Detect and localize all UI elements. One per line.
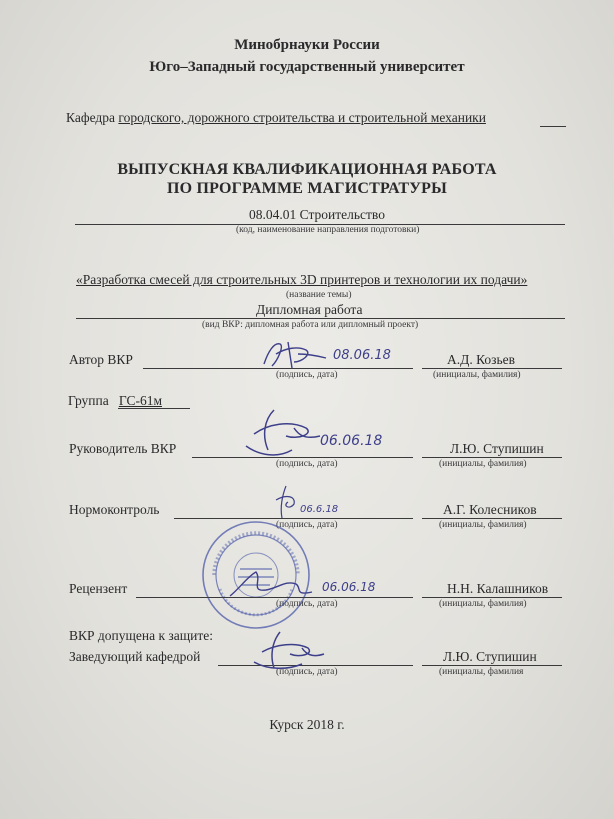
city-year-footer: Курск 2018 г.	[269, 717, 345, 732]
supervisor-label: Руководитель ВКР	[69, 441, 177, 456]
head-label: Заведующий кафедрой	[69, 649, 201, 664]
normcontrol-signature-caption: (подпись, дата)	[276, 520, 338, 530]
supervisor-signature-caption: (подпись, дата)	[276, 459, 338, 469]
supervisor-name-line	[422, 457, 562, 458]
work-title-line1: ВЫПУСКНАЯ КВАЛИФИКАЦИОННАЯ РАБОТА	[117, 161, 497, 178]
direction-value: 08.04.01 Строительство	[249, 207, 385, 222]
university-heading: Юго–Западный государственный университет	[149, 59, 465, 75]
author-signature	[258, 336, 328, 372]
group-value: ГС-61м	[118, 393, 163, 408]
reviewer-signature-caption: (подпись, дата)	[276, 599, 338, 609]
normcontrol-handwritten-date: 06.6.18	[300, 504, 339, 515]
topic-caption: (название темы)	[286, 290, 352, 300]
reviewer-name-line	[422, 597, 562, 598]
supervisor-handwritten-date: 06.06.18	[320, 433, 383, 449]
supervisor-name-caption: (инициалы, фамилия)	[439, 459, 527, 469]
group-line	[68, 393, 162, 409]
reviewer-handwritten-date: 06.06.18	[322, 580, 376, 594]
department-line	[66, 110, 486, 126]
reviewer-name-caption: (инициалы, фамилия)	[439, 599, 527, 609]
topic-value: «Разработка смесей для строительных 3D принтеров и технологии их подачи»	[76, 272, 528, 287]
group-underline	[118, 408, 190, 409]
normcontrol-name: А.Г. Колесников	[443, 502, 537, 517]
author-name: А.Д. Козьев	[447, 352, 516, 367]
author-signature-caption: (подпись, дата)	[276, 370, 338, 380]
head-name-line	[422, 665, 562, 666]
supervisor-name: Л.Ю. Ступишин	[450, 441, 544, 456]
work-title-line2: ПО ПРОГРАММЕ МАГИСТРАТУРЫ	[166, 180, 448, 197]
head-signature	[246, 628, 326, 672]
author-name-line	[422, 368, 562, 369]
reviewer-label: Рецензент	[69, 581, 128, 596]
department-underline	[540, 126, 566, 127]
author-label: Автор ВКР	[69, 352, 133, 367]
supervisor-signature	[234, 406, 324, 462]
work-type-value: Дипломная работа	[256, 302, 363, 317]
reviewer-signature	[226, 566, 316, 604]
head-name-caption: (инициалы, фамилия	[439, 667, 524, 677]
normcontrol-signature	[268, 482, 308, 522]
author-name-caption: (инициалы, фамилия)	[433, 370, 521, 380]
head-signature-caption: (подпись, дата)	[276, 667, 338, 677]
author-handwritten-date: 08.06.18	[333, 348, 391, 363]
ministry-heading: Минобрнауки России	[234, 37, 380, 53]
department-name: городского, дорожного строительства и строительной механики	[118, 110, 486, 125]
direction-caption: (код, наименование направления подготовки)	[236, 225, 420, 235]
normcontrol-name-line	[422, 518, 562, 519]
admitted-line: ВКР допущена к защите:	[69, 628, 213, 643]
work-type-underline	[76, 318, 565, 319]
head-name: Л.Ю. Ступишин	[443, 649, 537, 664]
work-type-caption: (вид ВКР: дипломная работа или дипломный проект)	[202, 320, 419, 330]
group-label: Группа	[68, 393, 109, 408]
department-prefix: Кафедра	[66, 110, 119, 125]
normcontrol-name-caption: (инициалы, фамилия)	[439, 520, 527, 530]
reviewer-name: Н.Н. Калашников	[447, 581, 549, 596]
normcontrol-label: Нормоконтроль	[69, 502, 160, 517]
